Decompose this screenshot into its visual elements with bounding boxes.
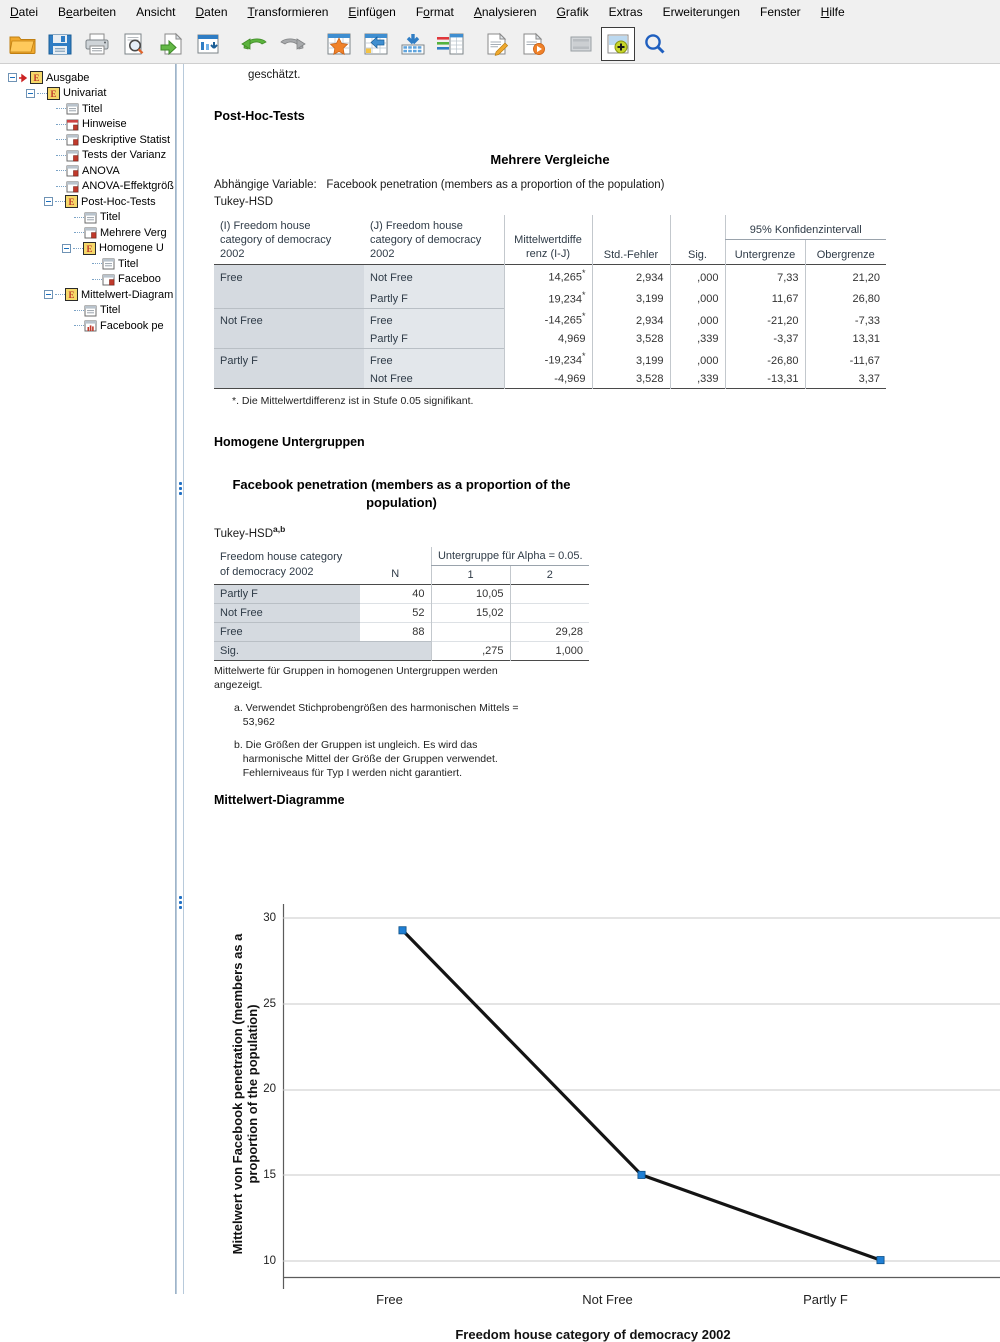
tree-item-mittelwert-diagramme[interactable] <box>4 287 175 303</box>
expander-minus-icon[interactable] <box>8 73 17 82</box>
table2-cell-n: 52 <box>360 603 431 622</box>
table-mehrere-vergleiche[interactable] <box>214 215 886 389</box>
table1-col-i: (I) Freedom house category of democracy 2002 <box>214 215 364 265</box>
expander-minus-icon[interactable] <box>62 244 71 253</box>
tree-label: Post-Hoc-Tests <box>81 195 156 208</box>
chart-x-axis-title: Freedom house category of democracy 2002 <box>455 1327 731 1342</box>
chart-ytick-15: 15 <box>263 1169 276 1181</box>
table1-cell-sig: ,339 <box>670 370 725 389</box>
tree-item-titel-3[interactable] <box>4 256 175 272</box>
chart-ytick-30: 30 <box>263 912 276 924</box>
table-row[interactable] <box>214 622 589 641</box>
table-icon <box>66 133 79 146</box>
chart-point-free <box>399 927 406 934</box>
menu-datei[interactable]: Datei <box>10 5 39 19</box>
expander-minus-icon[interactable] <box>26 89 35 98</box>
save-icon[interactable] <box>43 27 77 61</box>
table1-cell-se: 2,934 <box>592 265 670 287</box>
menu-ansicht[interactable]: Ansicht <box>136 5 176 19</box>
table1-cell-upper: 3,37 <box>805 370 886 389</box>
table2-cell-c2 <box>510 584 589 603</box>
tree-connector <box>37 93 47 94</box>
menu-format[interactable]: Format <box>415 5 454 19</box>
table1-cell-diff: -19,234* <box>504 348 592 370</box>
output-icon <box>47 87 60 100</box>
table-row[interactable] <box>214 287 886 309</box>
table2-cell-group: Sig. <box>214 641 360 660</box>
chart-icon <box>84 319 97 332</box>
tree-connector <box>74 232 84 233</box>
table1-cell-upper: 21,20 <box>805 265 886 287</box>
goto-data-icon[interactable] <box>359 27 393 61</box>
tree-label: Titel <box>100 304 121 317</box>
hide-icon[interactable] <box>564 27 598 61</box>
table2-cell-n: 40 <box>360 584 431 603</box>
table2-col-group: Freedom house category of democracy 2002 <box>214 547 360 585</box>
tree-item-hinweise[interactable] <box>4 117 175 133</box>
output-icon <box>83 242 96 255</box>
tree-item-tests-varianz[interactable] <box>4 148 175 164</box>
tree-connector <box>74 325 84 326</box>
tree-connector <box>74 310 84 311</box>
table-row[interactable] <box>214 603 589 622</box>
table2-footnote-a: a. Verwendet Stichprobengrößen des harmonischen Mittels = 53,962 <box>234 701 519 728</box>
table1-cell-upper: 26,80 <box>805 287 886 309</box>
output-viewer[interactable] <box>186 64 1000 1342</box>
pointer-arrow-icon <box>19 73 29 83</box>
svg-text:E: E <box>68 197 75 208</box>
svg-text:E: E <box>33 73 40 84</box>
tree-item-mehrere-vergleiche[interactable] <box>4 225 175 241</box>
table2-cell-group: Not Free <box>214 603 360 622</box>
table1-col-sig: Sig. <box>670 215 725 265</box>
title-icon <box>66 102 79 115</box>
table2-cell-c1: ,275 <box>431 641 510 660</box>
run-syntax-icon[interactable] <box>480 27 514 61</box>
title-icon <box>84 211 97 224</box>
tree-connector <box>56 124 66 125</box>
chart-plot-area <box>283 904 1000 1289</box>
tree-label: Titel <box>118 257 139 270</box>
table1-cell-i: Free <box>214 265 364 287</box>
tree-connector <box>56 186 66 187</box>
chart-point-partly-f <box>877 1257 884 1264</box>
table2-cell-n <box>360 641 431 660</box>
table1-cell-diff: -4,969 <box>504 370 592 389</box>
tree-item-titel-4[interactable] <box>4 303 175 319</box>
expander-minus-icon[interactable] <box>44 290 53 299</box>
tree-item-anova[interactable] <box>4 163 175 179</box>
tree-item-homogene-untergruppen[interactable] <box>4 241 175 257</box>
tree-connector <box>55 294 65 295</box>
table-row[interactable] <box>214 370 886 389</box>
tree-label: Tests der Varianz <box>82 149 167 162</box>
table2-cell-c2: 1,000 <box>510 641 589 660</box>
chart-y-axis-title: Mittelwert von Facebook penetration (members as a proportion of the population) <box>230 933 260 1255</box>
show-icon[interactable] <box>601 27 635 61</box>
table-row[interactable] <box>214 641 589 660</box>
tree-item-deskriptive-statistik[interactable] <box>4 132 175 148</box>
table1-cell-i: Partly F <box>214 348 364 370</box>
table-icon <box>66 180 79 193</box>
tree-label: ANOVA <box>82 164 120 177</box>
redo-icon[interactable] <box>275 27 309 61</box>
table2-footnote-b: b. Die Größen der Gruppen ist ungleich. Es wird das harmonische Mittel der Größe der Gruppen verwendet. Fehlerniveaus für Typ I werden nicht garantiert. <box>234 738 498 779</box>
table1-cell-diff: 4,969 <box>504 330 592 349</box>
tree-label: Homogene U <box>99 242 164 255</box>
table1-cell-diff: 14,265* <box>504 265 592 287</box>
table2-cell-group: Free <box>214 622 360 641</box>
tree-connector <box>56 170 66 171</box>
tree-connector <box>55 201 65 202</box>
table1-cell-se: 2,934 <box>592 308 670 330</box>
tree-item-titel-1[interactable] <box>4 101 175 117</box>
table1-cell-i <box>214 370 364 389</box>
tree-label: Faceboo <box>118 273 161 286</box>
outline-pane[interactable] <box>0 64 176 1294</box>
tree-item-facebook-table[interactable] <box>4 272 175 288</box>
table2-cell-c1: 15,02 <box>431 603 510 622</box>
tree-connector <box>56 155 66 156</box>
table1-col-ci-upper: Obergrenze <box>805 239 886 264</box>
tree-label: Mehrere Verg <box>100 226 167 239</box>
table1-cell-i <box>214 330 364 349</box>
notes-icon <box>66 118 79 131</box>
table2-cell-c2 <box>510 603 589 622</box>
menu-bar <box>0 0 1000 24</box>
tree-label: Deskriptive Statist <box>82 133 171 146</box>
chart-ytick-25: 25 <box>263 998 276 1010</box>
heading-homogene-untergruppen: Homogene Untergruppen <box>214 435 365 449</box>
table1-cell-sig: ,000 <box>670 308 725 330</box>
table1-cell-upper: -7,33 <box>805 308 886 330</box>
table1-col-ci-group: 95% Konfidenzintervall <box>725 215 886 239</box>
outline-tree <box>0 64 175 334</box>
tree-connector <box>56 108 66 109</box>
search-icon[interactable] <box>638 27 672 61</box>
chart-point-not-free <box>638 1171 645 1178</box>
tree-label: ANOVA-Effektgröß <box>82 180 174 193</box>
expander-minus-icon[interactable] <box>44 197 53 206</box>
table-icon <box>102 273 115 286</box>
print-preview-icon[interactable] <box>117 27 151 61</box>
table2-title-line2: population) <box>366 495 437 510</box>
table1-cell-upper: 13,31 <box>805 330 886 349</box>
chart-xtick-partly-f: Partly F <box>803 1292 848 1307</box>
table1-cell-lower: 11,67 <box>725 287 805 309</box>
run-selection-icon[interactable] <box>517 27 551 61</box>
table-row[interactable] <box>214 308 886 330</box>
table2-col-2: 2 <box>510 565 589 584</box>
table2-title-line1: Facebook penetration (members as a proportion of the <box>232 477 571 492</box>
chart-ytick-10: 10 <box>263 1255 276 1267</box>
output-icon <box>65 195 78 208</box>
mean-plot-chart[interactable] <box>186 829 1000 1342</box>
chart-ytick-20: 20 <box>263 1083 276 1095</box>
table1-dep-value: Facebook penetration (members as a proportion of the population) <box>326 179 665 191</box>
tree-label: Facebook pe <box>100 319 164 332</box>
menu-extras[interactable]: Extras <box>608 5 643 19</box>
table2-col-n: N <box>360 547 431 585</box>
svg-text:E: E <box>68 290 75 301</box>
goto-case-icon[interactable] <box>322 27 356 61</box>
tree-label: Hinweise <box>82 118 127 131</box>
table1-cell-lower: 7,33 <box>725 265 805 287</box>
tree-item-post-hoc-tests[interactable] <box>4 194 175 210</box>
menu-daten[interactable]: Daten <box>195 5 228 19</box>
table-icon <box>66 164 79 177</box>
fragment-geschaetzt: geschätzt. <box>248 69 301 81</box>
table-icon <box>66 149 79 162</box>
table1-cell-j: Partly F <box>364 330 504 349</box>
table1-footnote: *. Die Mittelwertdifferenz ist in Stufe 0.05 signifikant. <box>232 395 474 408</box>
menu-analysieren[interactable]: Analysieren <box>473 5 537 19</box>
table1-cell-sig: ,339 <box>670 330 725 349</box>
title-icon <box>102 257 115 270</box>
menu-erweiterungen[interactable]: Erweiterungen <box>662 5 740 19</box>
tree-connector <box>56 139 66 140</box>
table1-dep-label: Abhängige Variable: <box>214 179 317 191</box>
table1-cell-j: Partly F <box>364 287 504 309</box>
chart-xtick-free: Free <box>376 1292 403 1307</box>
table1-cell-j: Not Free <box>364 370 504 389</box>
table1-cell-diff: 19,234* <box>504 287 592 309</box>
menu-hilfe[interactable]: Hilfe <box>820 5 845 19</box>
table1-cell-lower: -3,37 <box>725 330 805 349</box>
tree-label: Mittelwert-Diagram <box>81 288 174 301</box>
table1-cell-lower: -13,31 <box>725 370 805 389</box>
table1-col-diff: Mittelwertdiffe renz (I-J) <box>504 215 592 265</box>
table2-method: Tukey-HSD$^{a,b}$ <box>214 524 286 540</box>
menu-bearbeiten[interactable]: Bearbeiten <box>58 5 117 19</box>
table1-cell-sig: ,000 <box>670 348 725 370</box>
table1-cell-se: 3,528 <box>592 370 670 389</box>
tree-item-univariat[interactable] <box>4 86 175 102</box>
table2-note: Mittelwerte für Gruppen in homogenen Untergruppen werden angezeigt. <box>214 664 498 691</box>
undo-icon[interactable] <box>238 27 272 61</box>
tree-connector <box>92 279 102 280</box>
variables-icon[interactable] <box>433 27 467 61</box>
table-row[interactable] <box>214 584 589 603</box>
table1-col-j: (J) Freedom house category of democracy 2002 <box>364 215 504 265</box>
chart-series-line <box>403 930 881 1260</box>
tree-label: Titel <box>100 211 121 224</box>
table1-cell-j: Free <box>364 308 504 330</box>
svg-text:E: E <box>50 88 57 99</box>
table1-cell-lower: -21,20 <box>725 308 805 330</box>
menu-fenster[interactable]: Fenster <box>759 5 801 19</box>
table1-cell-i: Not Free <box>214 308 364 330</box>
goto-variable-icon[interactable] <box>396 27 430 61</box>
table2-col-subgroup: Untergruppe für Alpha = 0.05. <box>431 547 589 566</box>
tree-label: Ausgabe <box>46 71 90 84</box>
tree-connector <box>92 263 102 264</box>
menu-grafik[interactable]: Grafik <box>556 5 589 19</box>
tree-item-facebook-chart[interactable] <box>4 318 175 334</box>
output-icon <box>30 71 43 84</box>
table2-cell-n: 88 <box>360 622 431 641</box>
table1-cell-j: Not Free <box>364 265 504 287</box>
menu-einfuegen[interactable]: Einfügen <box>348 5 396 19</box>
table1-cell-i <box>214 287 364 309</box>
svg-text:E: E <box>86 243 93 254</box>
tree-item-anova-effektgroesse[interactable] <box>4 179 175 195</box>
tree-connector <box>73 248 83 249</box>
table-icon <box>84 226 97 239</box>
table2-cell-group: Partly F <box>214 584 360 603</box>
table1-cell-sig: ,000 <box>670 265 725 287</box>
table-row[interactable] <box>214 265 886 287</box>
output-icon <box>65 288 78 301</box>
tree-item-ausgabe[interactable] <box>4 70 175 86</box>
tree-label: Univariat <box>63 87 107 100</box>
export-icon[interactable] <box>191 27 225 61</box>
table2-title <box>214 476 589 512</box>
tree-label: Titel <box>82 102 103 115</box>
table1-cell-se: 3,199 <box>592 348 670 370</box>
table2-cell-c1 <box>431 622 510 641</box>
chart-xtick-not-free: Not Free <box>582 1292 633 1307</box>
chart-data-markers <box>399 927 884 1264</box>
selection-marker-chart[interactable] <box>179 896 183 911</box>
toolbar <box>0 24 1000 64</box>
heading-post-hoc-tests: Post-Hoc-Tests <box>214 109 305 123</box>
title-icon <box>84 304 97 317</box>
tree-connector <box>74 217 84 218</box>
tree-item-titel-2[interactable] <box>4 210 175 226</box>
table2-cell-c2: 29,28 <box>510 622 589 641</box>
table1-cell-upper: -11,67 <box>805 348 886 370</box>
table-row[interactable] <box>214 330 886 349</box>
table2-header-group-row <box>214 547 589 566</box>
print-icon[interactable] <box>80 27 114 61</box>
recall-dialog-icon[interactable] <box>154 27 188 61</box>
table2-cell-c1: 10,05 <box>431 584 510 603</box>
table1-col-se: Std.-Fehler <box>592 215 670 265</box>
table2-col-1: 1 <box>431 565 510 584</box>
table1-cell-j: Free <box>364 348 504 370</box>
pane-splitter[interactable] <box>176 64 184 1294</box>
menu-transformieren[interactable]: Transformieren <box>247 5 329 19</box>
heading-mittelwert-diagramme: Mittelwert-Diagramme <box>214 793 345 807</box>
table-row[interactable] <box>214 348 886 370</box>
selection-marker-table[interactable] <box>179 482 183 497</box>
table1-title: Mehrere Vergleiche <box>490 152 610 167</box>
table1-cell-se: 3,199 <box>592 287 670 309</box>
table-homogene-untergruppen[interactable] <box>214 547 589 661</box>
open-file-icon[interactable] <box>6 27 40 61</box>
table1-cell-lower: -26,80 <box>725 348 805 370</box>
table1-cell-diff: -14,265* <box>504 308 592 330</box>
table1-cell-sig: ,000 <box>670 287 725 309</box>
table1-col-ci-lower: Untergrenze <box>725 239 805 264</box>
table1-header-group-row <box>214 215 886 239</box>
table1-method: Tukey-HSD <box>214 196 273 208</box>
table1-cell-se: 3,528 <box>592 330 670 349</box>
